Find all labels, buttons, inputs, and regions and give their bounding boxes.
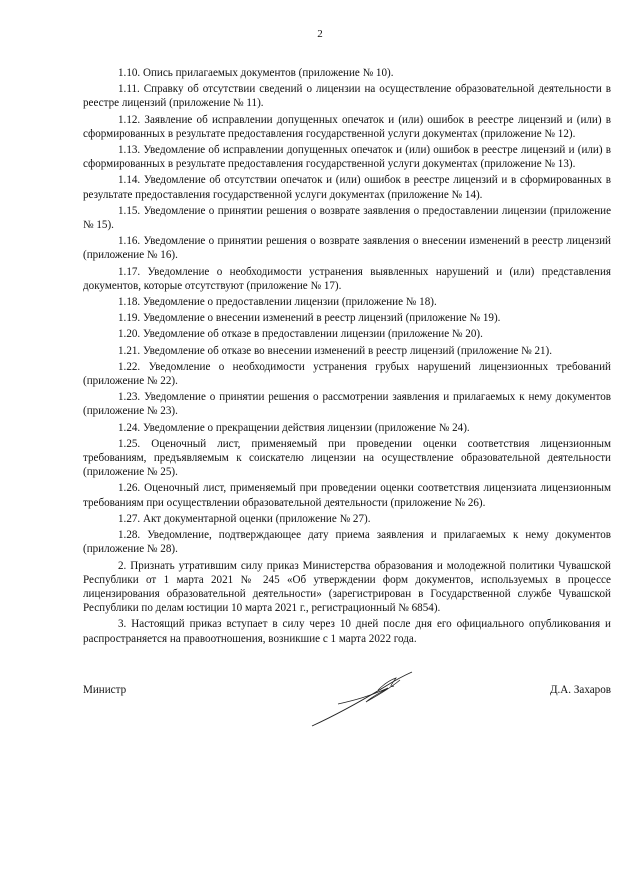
document-paragraph: 1.11. Справку об отсутствии сведений о лицензии на осуществление образовательной деятельности в реестре лицензий (приложение № 11). (83, 83, 611, 110)
document-paragraph: 1.21. Уведомление об отказе во внесении изменений в реестр лицензий (приложение № 21). (118, 344, 553, 357)
document-paragraph: 1.22. Уведомление о необходимости устранения грубых нарушений лицензионных требований (приложение № 22). (83, 360, 611, 388)
signatory-title: Министр (83, 684, 127, 696)
document-paragraph: 1.28. Уведомление, подтверждающее дату приема заявления и прилагаемых к нему документов (приложение № 28). (83, 529, 611, 556)
document-paragraph: 1.24. Уведомление о прекращении действия лицензии (приложение № 24). (118, 421, 470, 434)
document-paragraph: 1.17. Уведомление о необходимости устранения выявленных нарушений и (или) представления документов, которые отсутствуют (приложение № 17). (83, 265, 611, 292)
document-paragraph: 1.13. Уведомление об исправлении допущенных опечаток и (или) ошибок в реестре лицензий и (или) в сформированных в результате предоставления государственной услуги документах (приложение № 13). (83, 144, 611, 171)
document-paragraph: 1.23. Уведомление о принятии решения о рассмотрении заявления и прилагаемых к нему документов (приложение № 23). (83, 391, 611, 418)
document-paragraph: 1.12. Заявление об исправлении допущенных опечаток и (или) ошибок в реестре лицензий и (или) в сформированных в результате предоставления государственной услуги документах (приложение № 12). (83, 113, 611, 140)
document-paragraph: 3. Настоящий приказ вступает в силу через 10 дней после дня его официального опубликования и распространяется на правоотношения, возникшие с 1 марта 2022 года. (83, 618, 611, 645)
document-paragraph: 1.16. Уведомление о принятии решения о возврате заявления о внесении изменений в реестр лицензий (приложение № 16). (83, 235, 611, 262)
document-paragraph: 1.15. Уведомление о принятии решения о возврате заявления о предоставлении лицензии (приложение № 15). (83, 204, 611, 232)
handwritten-signature (308, 670, 418, 730)
document-paragraph: 1.14. Уведомление об отсутствии опечаток и (или) ошибок в реестре лицензий и в сформированных в результате предоставления государственной услуги документах (приложение № 14). (83, 174, 611, 201)
document-paragraph: 1.27. Акт документарной оценки (приложение № 27). (118, 512, 371, 525)
document-body (83, 66, 611, 648)
document-paragraph: 2. Признать утратившим силу приказ Министерства образования и молодежной политики Чувашской Республики от 1 марта 2021 № 245 «Об утверждении форм документов, используемых в процессе лицензирования образовательной деятельности» (зарегистрирован в Государственной службе Чувашской Республики по делам юстиции 10 марта 2021 г., регистрационный № 6854). (83, 559, 611, 615)
document-paragraph: 1.20. Уведомление об отказе в предоставлении лицензии (приложение № 20). (118, 328, 483, 341)
document-paragraph: 1.26. Оценочный лист, применяемый при проведении оценки соответствия лицензиата лицензионным требованиям при осуществлении образовательной деятельности (приложение № 26). (83, 482, 611, 509)
page-number: 2 (317, 28, 323, 40)
document-paragraph: 1.25. Оценочный лист, применяемый при проведении оценки соответствия лицензионным требованиям, предъявляемым к соискателю лицензии на осуществление образовательной деятельности (приложение № 25). (83, 437, 611, 479)
signature-block (83, 684, 611, 744)
document-paragraph: 1.19. Уведомление о внесении изменений в реестр лицензий (приложение № 19). (118, 312, 501, 325)
document-paragraph: 1.10. Опись прилагаемых документов (приложение № 10). (118, 67, 394, 79)
document-paragraph: 1.18. Уведомление о предоставлении лицензии (приложение № 18). (118, 296, 437, 309)
signatory-name: Д.А. Захаров (549, 684, 611, 696)
